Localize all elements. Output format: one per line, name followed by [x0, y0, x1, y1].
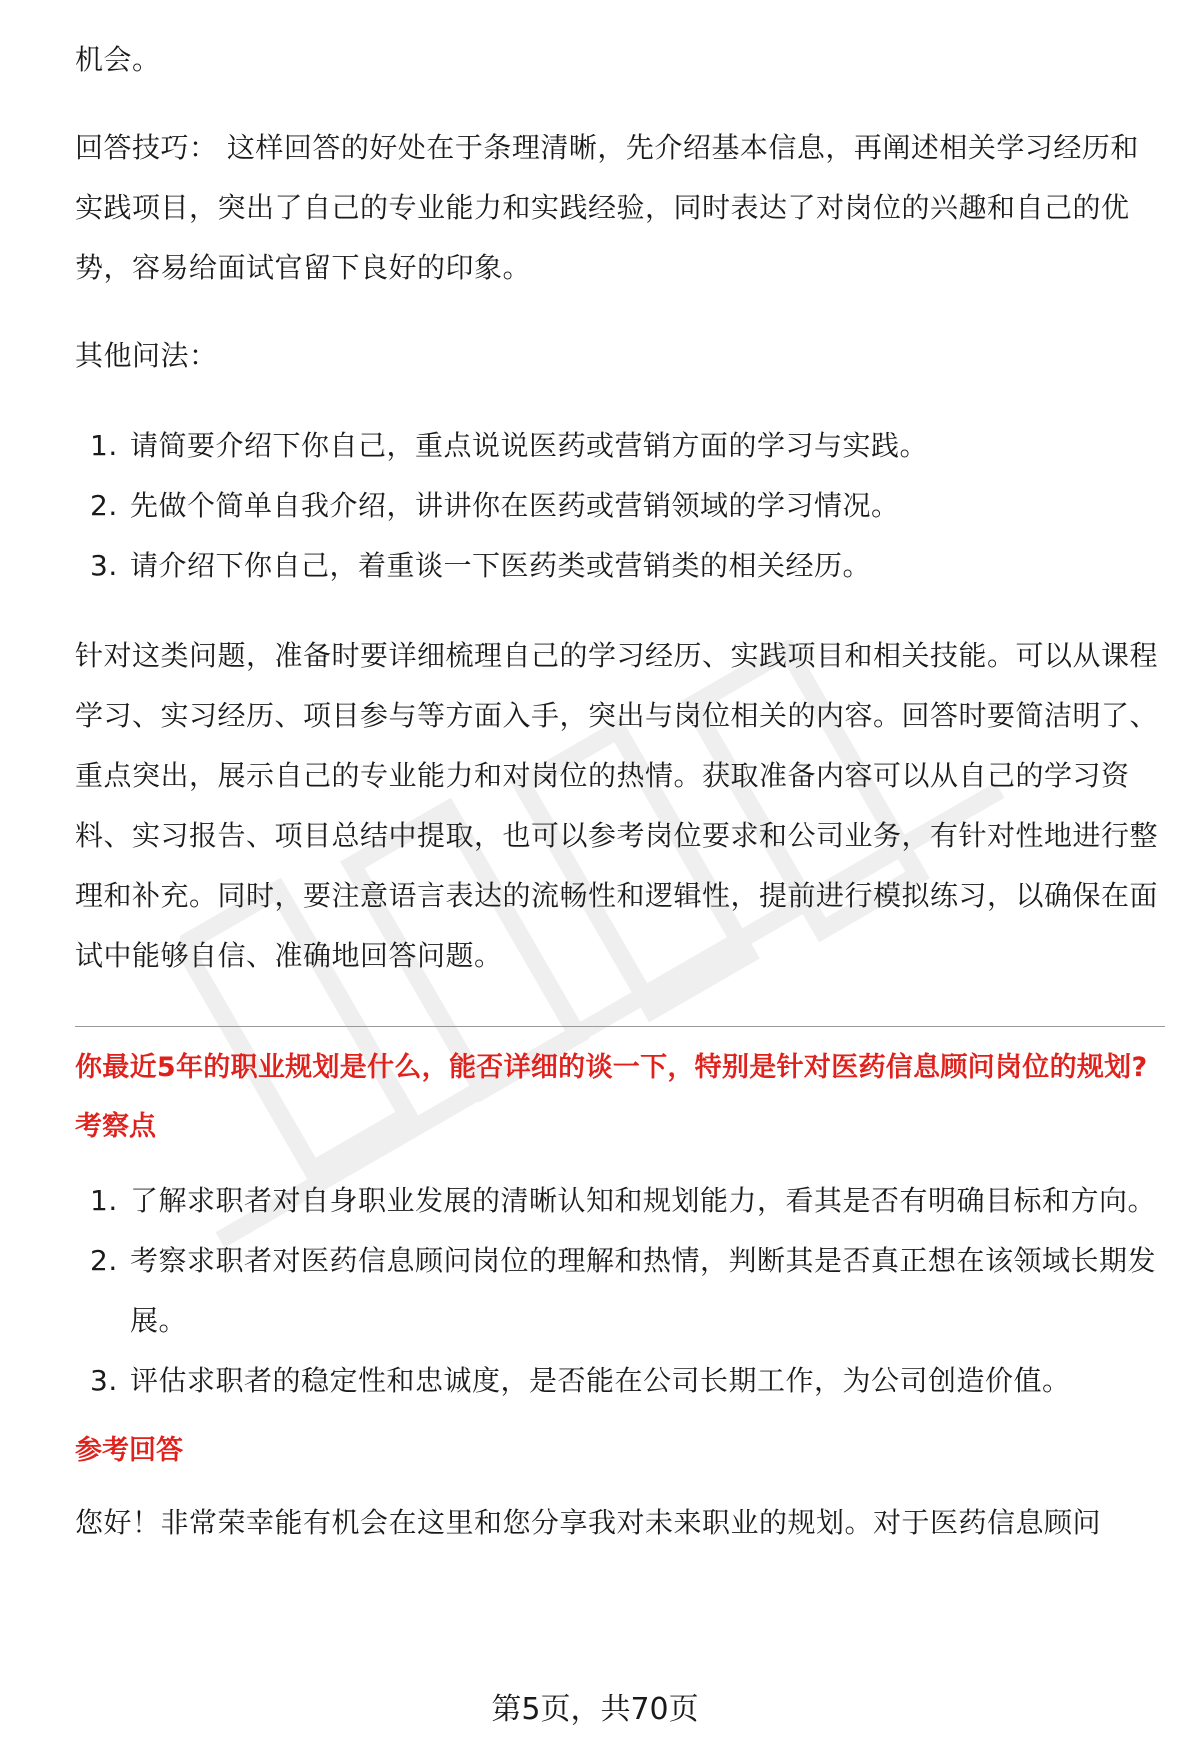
question-title: 你最近5年的职业规划是什么，能否详细的谈一下，特别是针对医药信息顾问岗位的规划?: [75, 1052, 1148, 1083]
reference-answer-text: 您好！非常荣幸能有机会在这里和您分享我对未来职业的规划。对于医药信息顾问: [75, 1506, 1102, 1539]
document-page: [75, 0, 1165, 1553]
page-footer: 第5页，共70页: [491, 1692, 699, 1727]
list-item: 1. 请简要介绍下你自己，重点说说医药或营销方面的学习与实践。: [90, 429, 929, 462]
reference-answer-heading: 参考回答: [75, 1435, 183, 1466]
prep-advice-paragraph: 针对这类问题，准备时要详细梳理自己的学习经历、实践项目和相关技能。可以从课程学习、实习经历、项目参与等方面入手，突出与岗位相关的内容。回答时要简洁明了、重点突出，展示自己的专业能力和对岗位的热情。获取准备内容可以从自己的学习资料、实习报告、项目总结中提取，也可以参考岗位要求和公司业务，有针对性地进行整理和补充。同时，要注意语言表达的流畅性和逻辑性，提前进行模拟练习，以确保在面试中能够自信、准确地回答问题。: [75, 639, 1159, 972]
list-item: 3. 评估求职者的稳定性和忠诚度，是否能在公司长期工作，为公司创造价值。: [90, 1364, 1071, 1397]
list-item: 1. 了解求职者对自身职业发展的清晰认知和规划能力，看其是否有明确目标和方向。: [90, 1184, 1157, 1217]
other-asks-label: 其他问法：: [75, 339, 218, 372]
list-item: 2. 考察求职者对医药信息顾问岗位的理解和热情，判断其是否真正想在该领域长期发展。: [90, 1244, 1157, 1337]
focus-heading: 考察点: [75, 1111, 156, 1142]
focus-points-list: [75, 1171, 1165, 1411]
list-item: 3. 请介绍下你自己，着重谈一下医药类或营销类的相关经历。: [90, 549, 872, 582]
intro-tail-text: 机会。: [75, 43, 161, 76]
other-asks-list: [75, 416, 1165, 596]
answer-tips-paragraph: 回答技巧： 这样回答的好处在于条理清晰，先介绍基本信息，再阐述相关学习经历和实践项目，突出了自己的专业能力和实践经验，同时表达了对岗位的兴趣和自己的优势，容易给面试官留下良好的印象。: [75, 131, 1139, 284]
list-item: 2. 先做个简单自我介绍，讲讲你在医药或营销领域的学习情况。: [90, 489, 900, 522]
